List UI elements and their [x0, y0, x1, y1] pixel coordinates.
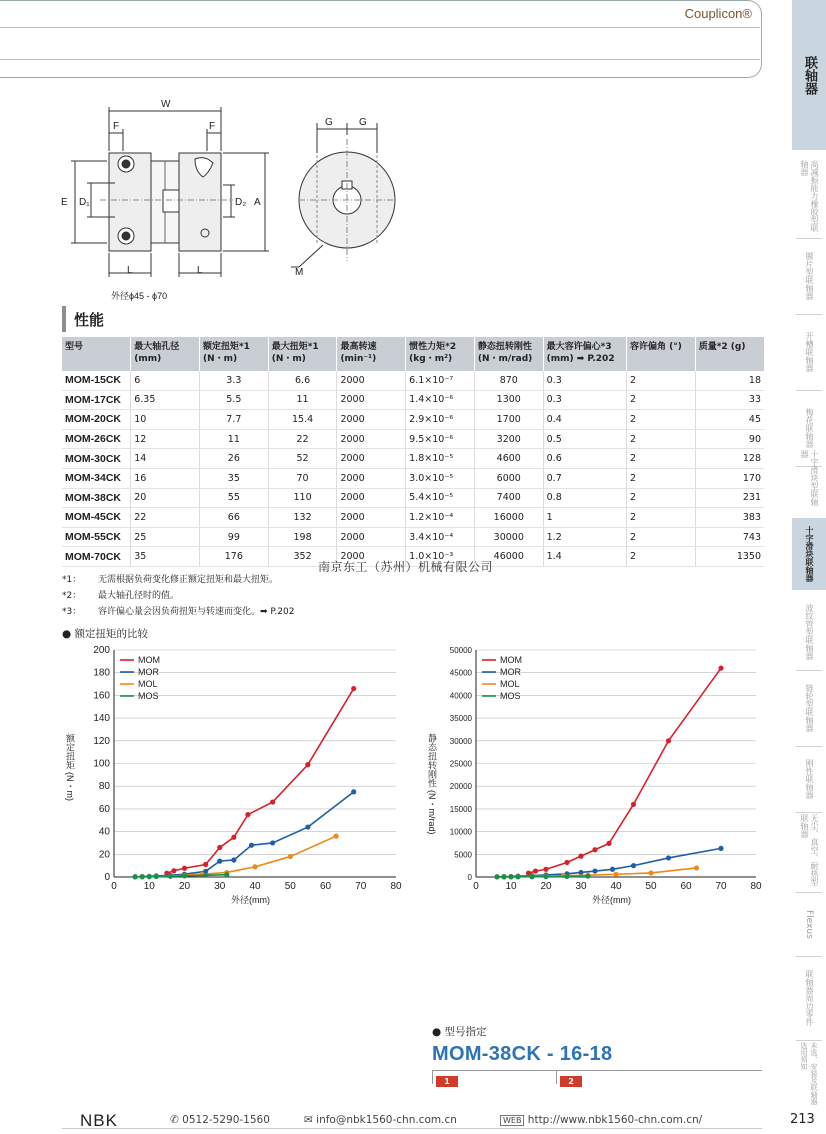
legend-label: MOL — [500, 679, 520, 689]
chart-title: ● 额定扭矩的比较 — [62, 628, 148, 640]
x-tick-label: 60 — [319, 881, 332, 892]
table-row — [62, 468, 764, 488]
chart-stiffness — [420, 640, 770, 912]
table-header: 惯性力矩*2 (kg・m²) — [406, 337, 475, 371]
x-tick-label: 30 — [214, 881, 226, 892]
table-row — [62, 449, 764, 469]
dim-W: W — [161, 99, 171, 110]
y-tick-label: 20000 — [449, 782, 472, 792]
table-cell: 55 — [199, 488, 268, 508]
dim-L-right: L — [197, 265, 203, 276]
y-tick-label: 180 — [93, 667, 110, 679]
table-cell: 2 — [626, 468, 695, 488]
table-cell: 1350 — [695, 547, 764, 567]
brand-logo: Couplicon® — [684, 6, 752, 21]
x-tick-label: 70 — [355, 881, 367, 892]
table-header: 型号 — [62, 337, 131, 371]
sidebar-tab[interactable]: 梅花联轴器 — [805, 408, 814, 448]
data-point — [529, 874, 534, 879]
data-point — [592, 868, 597, 873]
table-cell: 0.3 — [543, 371, 626, 390]
table-cell: 11 — [199, 429, 268, 449]
model-code: MOM-38CK - 16-18 — [432, 1043, 613, 1065]
y-tick-label: 160 — [93, 690, 110, 702]
y-tick-label: 80 — [98, 781, 110, 793]
phone-icon: ✆ — [170, 1114, 179, 1126]
footer-email[interactable]: ✉ info@nbk1560-chn.com.cn — [304, 1114, 457, 1126]
dim-A: A — [254, 197, 261, 208]
table-cell: 1.2×10⁻⁴ — [406, 508, 475, 528]
technical-drawing — [55, 95, 367, 307]
mail-icon: ✉ — [304, 1114, 313, 1126]
x-tick-label: 60 — [680, 881, 692, 892]
table-cell: 2 — [626, 527, 695, 547]
table-cell: 5.5 — [199, 390, 268, 410]
data-point — [333, 834, 338, 839]
table-cell: 870 — [474, 371, 543, 390]
data-point — [182, 866, 187, 871]
data-point — [578, 870, 583, 875]
model-cell: MOM-15CK — [62, 371, 131, 390]
table-cell: 383 — [695, 508, 764, 528]
table-cell: 7.7 — [199, 410, 268, 430]
table-cell: 3.3 — [199, 371, 268, 390]
sidebar-tab[interactable]: 刚性联轴器 — [805, 759, 814, 799]
table-row — [62, 527, 764, 547]
dim-D1: D₁ — [79, 197, 90, 208]
table-cell: 0.5 — [543, 429, 626, 449]
x-axis-label: 外径(mm) — [231, 895, 270, 905]
y-tick-label: 200 — [93, 645, 110, 656]
table-cell: 11 — [268, 390, 337, 410]
table-cell: 2 — [626, 488, 695, 508]
data-point — [249, 843, 254, 848]
data-point — [666, 738, 671, 743]
table-cell: 1.8×10⁻⁵ — [406, 449, 475, 469]
model-cell: MOM-20CK — [62, 410, 131, 430]
data-point — [351, 789, 356, 794]
table-cell: 3.0×10⁻⁵ — [406, 468, 475, 488]
table-row — [62, 508, 764, 528]
sidebar — [792, 0, 826, 1134]
table-cell: 1.2 — [543, 527, 626, 547]
table-cell: 2000 — [337, 371, 406, 390]
data-point — [666, 855, 671, 860]
table-cell: 352 — [268, 547, 337, 567]
table-cell: 176 — [199, 547, 268, 567]
data-point — [351, 686, 356, 691]
sidebar-tab[interactable]: 膜片型联轴器 — [805, 252, 814, 300]
table-cell: 70 — [268, 468, 337, 488]
legend-label: MOS — [138, 691, 159, 701]
table-cell: 6 — [131, 371, 200, 390]
y-tick-label: 20 — [98, 849, 110, 861]
data-point — [171, 868, 176, 873]
table-cell: 6.6 — [268, 371, 337, 390]
table-row — [62, 390, 764, 410]
table-cell: 4600 — [474, 449, 543, 469]
table-cell: 2000 — [337, 527, 406, 547]
x-tick-label: 80 — [750, 881, 762, 892]
y-tick-label: 30000 — [449, 736, 472, 746]
data-point — [694, 865, 699, 870]
data-point — [564, 860, 569, 865]
sidebar-tab[interactable]: 无尘、真空、耐热型联轴器 — [800, 814, 819, 886]
sidebar-tab[interactable]: 联轴器周边零件 — [805, 970, 814, 1026]
data-point — [154, 874, 159, 879]
sidebar-tab[interactable]: 开槽联轴器 — [805, 332, 814, 372]
footer-rule — [62, 1128, 762, 1129]
data-point — [508, 874, 513, 879]
table-cell: 0.6 — [543, 449, 626, 469]
model-cell: MOM-17CK — [62, 390, 131, 410]
table-cell: 2 — [626, 508, 695, 528]
drawing-caption: 外径ϕ45 - ϕ70 — [111, 291, 168, 301]
dim-F-right: F — [209, 121, 216, 132]
data-point — [305, 762, 310, 767]
table-header: 最高转速 (min⁻¹) — [337, 337, 406, 371]
table-cell: 198 — [268, 527, 337, 547]
table-cell: 22 — [268, 429, 337, 449]
header-rule — [0, 59, 760, 60]
y-tick-label: 45000 — [449, 668, 472, 678]
section-title: 性能 — [62, 304, 104, 334]
y-tick-label: 120 — [93, 735, 110, 747]
y-tick-label: 40000 — [449, 691, 472, 701]
table-cell: 90 — [695, 429, 764, 449]
x-tick-label: 50 — [645, 881, 657, 892]
x-tick-label: 40 — [249, 881, 261, 892]
sidebar-tab[interactable]: 高减振能力橡胶型联轴器 — [800, 160, 819, 232]
header-rule — [0, 27, 760, 28]
y-tick-label: 0 — [467, 873, 472, 882]
x-tick-label: 10 — [143, 881, 155, 892]
data-point — [288, 854, 293, 859]
y-axis-label: 静态扭转刚性 (N・m/rad) — [427, 733, 437, 835]
data-point — [718, 846, 723, 851]
data-point — [718, 666, 723, 671]
y-tick-label: 140 — [93, 713, 110, 725]
table-cell: 2000 — [337, 508, 406, 528]
table-header: 容许偏角 (°) — [626, 337, 695, 371]
table-cell: 2000 — [337, 449, 406, 469]
table-cell: 2000 — [337, 429, 406, 449]
table-cell: 46000 — [474, 547, 543, 567]
data-point — [203, 862, 208, 867]
table-cell: 5.4×10⁻⁵ — [406, 488, 475, 508]
dim-E: E — [61, 197, 68, 208]
watermark-text: 南京东工（苏州）机械有限公司 — [318, 560, 494, 574]
table-cell: 3200 — [474, 429, 543, 449]
data-point — [564, 874, 569, 879]
data-point — [203, 873, 208, 878]
table-cell: 14 — [131, 449, 200, 469]
data-point — [252, 864, 257, 869]
x-tick-label: 80 — [390, 881, 402, 892]
model-cell: MOM-70CK — [62, 547, 131, 567]
spec-table — [62, 337, 764, 567]
table-cell: 26 — [199, 449, 268, 469]
legend-label: MOS — [500, 691, 521, 701]
data-point — [592, 847, 597, 852]
table-cell: 1300 — [474, 390, 543, 410]
sidebar-tab[interactable]: 十字滑块型联轴器 — [800, 450, 819, 506]
y-axis-label: 额定扭矩 (N・m) — [65, 733, 75, 801]
y-tick-label: 100 — [93, 758, 110, 770]
table-cell: 0.7 — [543, 468, 626, 488]
table-cell: 6000 — [474, 468, 543, 488]
x-tick-label: 0 — [473, 881, 479, 892]
table-cell: 1.0×10⁻³ — [406, 547, 475, 567]
data-point — [270, 840, 275, 845]
data-point — [648, 870, 653, 875]
data-point — [585, 874, 590, 879]
sidebar-tab[interactable]: Flexus — [804, 909, 814, 939]
data-point — [631, 863, 636, 868]
model-cell: MOM-30CK — [62, 449, 131, 469]
table-cell: 2 — [626, 429, 695, 449]
table-cell: 110 — [268, 488, 337, 508]
series-line-mom — [529, 668, 722, 873]
x-tick-label: 0 — [111, 881, 117, 892]
note: *3： 容许偏心量会因负荷扭矩与转速而变化。➡ P.202 — [62, 607, 295, 617]
table-cell: 9.5×10⁻⁶ — [406, 429, 475, 449]
table-cell: 35 — [131, 547, 200, 567]
table-cell: 2.9×10⁻⁶ — [406, 410, 475, 430]
table-cell: 132 — [268, 508, 337, 528]
table-cell: 66 — [199, 508, 268, 528]
x-tick-label: 40 — [610, 881, 622, 892]
legend-label: MOM — [500, 655, 522, 665]
table-cell: 35 — [199, 468, 268, 488]
data-point — [543, 867, 548, 872]
model-cell: MOM-45CK — [62, 508, 131, 528]
footer-phone[interactable]: ✆ 0512-5290-1560 — [170, 1114, 270, 1126]
y-tick-label: 0 — [104, 872, 110, 883]
table-row — [62, 488, 764, 508]
table-row — [62, 371, 764, 390]
table-cell: 6.35 — [131, 390, 200, 410]
data-point — [533, 868, 538, 873]
data-point — [305, 824, 310, 829]
model-title: ● 型号指定 — [432, 1026, 487, 1038]
y-tick-label: 10000 — [449, 827, 472, 837]
chart-rated-torque — [60, 640, 410, 912]
table-cell: 33 — [695, 390, 764, 410]
data-point — [217, 859, 222, 864]
table-cell: 15.4 — [268, 410, 337, 430]
y-tick-label: 35000 — [449, 714, 472, 724]
x-tick-label: 70 — [715, 881, 727, 892]
table-cell: 231 — [695, 488, 764, 508]
dim-F-left: F — [113, 121, 120, 132]
table-cell: 1700 — [474, 410, 543, 430]
data-point — [224, 872, 229, 877]
data-point — [182, 873, 187, 878]
table-cell: 18 — [695, 371, 764, 390]
table-cell: 2 — [626, 547, 695, 567]
data-point — [610, 867, 615, 872]
table-cell: 25 — [131, 527, 200, 547]
model-cell: MOM-55CK — [62, 527, 131, 547]
x-axis-label: 外径(mm) — [592, 895, 631, 905]
note: *1： 无需根据负荷变化修正额定扭矩和最大扭矩。 — [62, 575, 279, 585]
table-cell: 0.3 — [543, 390, 626, 410]
model-cell: MOM-38CK — [62, 488, 131, 508]
table-cell: 16 — [131, 468, 200, 488]
y-tick-label: 15000 — [449, 804, 472, 814]
header-frame — [0, 0, 762, 78]
table-cell: 52 — [268, 449, 337, 469]
x-tick-label: 20 — [540, 881, 552, 892]
nbk-logo: NBK — [80, 1111, 118, 1130]
sidebar-tab[interactable]: 链轮型联轴器 — [805, 684, 814, 732]
sidebar-tab[interactable]: 波纹管型联轴器 — [805, 604, 814, 660]
y-tick-label: 50000 — [449, 646, 472, 655]
table-cell: 10 — [131, 410, 200, 430]
legend-label: MOL — [138, 679, 158, 689]
legend-label: MOM — [138, 655, 160, 665]
data-point — [515, 874, 520, 879]
table-cell: 1.4 — [543, 547, 626, 567]
dim-L-left: L — [127, 265, 133, 276]
data-point — [270, 799, 275, 804]
tag-1: 1 — [436, 1076, 458, 1087]
table-header: 静态扭转刚性 (N・m/rad) — [474, 337, 543, 371]
model-cell: MOM-34CK — [62, 468, 131, 488]
data-point — [613, 872, 618, 877]
table-cell: 2000 — [337, 468, 406, 488]
data-point — [543, 874, 548, 879]
legend-label: MOR — [500, 667, 521, 677]
x-tick-label: 30 — [575, 881, 587, 892]
note: *2： 最大轴孔径时的值。 — [62, 591, 180, 601]
table-header: 最大轴孔径 (mm) — [131, 337, 200, 371]
x-tick-label: 20 — [178, 881, 191, 892]
y-tick-label: 40 — [98, 826, 110, 838]
table-cell: 1.4×10⁻⁶ — [406, 390, 475, 410]
data-point — [578, 854, 583, 859]
table-cell: 170 — [695, 468, 764, 488]
table-cell: 3.4×10⁻⁴ — [406, 527, 475, 547]
x-tick-label: 10 — [505, 881, 517, 892]
table-header: 额定扭矩*1 (N・m) — [199, 337, 268, 371]
page-number: 213 — [790, 1112, 815, 1127]
footer-url[interactable]: WEB http://www.nbk1560-chn.com.cn/ — [500, 1114, 702, 1126]
table-header: 质量*2 (g) — [695, 337, 764, 371]
dim-G-left: G — [325, 117, 333, 128]
sidebar-tab-current[interactable]: 十字滑块联轴器 — [792, 518, 826, 590]
table-cell: 0.8 — [543, 488, 626, 508]
table-cell: 2 — [626, 371, 695, 390]
data-point — [168, 874, 173, 879]
dim-M: M — [295, 267, 304, 278]
web-icon: WEB — [500, 1115, 524, 1126]
series-line-mol — [135, 836, 336, 877]
series-line-mom — [167, 689, 354, 874]
table-cell: 6.1×10⁻⁷ — [406, 371, 475, 390]
data-point — [147, 874, 152, 879]
sidebar-tab-active[interactable]: 联轴器 — [792, 0, 826, 150]
table-cell: 2 — [626, 410, 695, 430]
data-point — [217, 845, 222, 850]
table-cell: 128 — [695, 449, 764, 469]
table-cell: 0.4 — [543, 410, 626, 430]
data-point — [231, 857, 236, 862]
dim-G-right: G — [359, 117, 367, 128]
tag-2: 2 — [560, 1076, 582, 1087]
y-tick-label: 60 — [98, 803, 110, 815]
data-point — [631, 802, 636, 807]
dim-D2: D₂ — [235, 197, 247, 208]
sidebar-tab[interactable]: 未选、安装及联轴器选用须知 — [800, 1042, 818, 1105]
table-cell: 743 — [695, 527, 764, 547]
data-point — [606, 841, 611, 846]
table-cell: 12 — [131, 429, 200, 449]
table-cell: 30000 — [474, 527, 543, 547]
table-header-row — [62, 337, 764, 371]
table-cell: 45 — [695, 410, 764, 430]
y-tick-label: 5000 — [454, 850, 472, 860]
data-point — [245, 812, 250, 817]
x-tick-label: 50 — [284, 881, 296, 892]
table-cell: 99 — [199, 527, 268, 547]
model-cell: MOM-26CK — [62, 429, 131, 449]
table-row — [62, 429, 764, 449]
table-cell: 2 — [626, 449, 695, 469]
legend-label: MOR — [138, 667, 159, 677]
table-cell: 2000 — [337, 390, 406, 410]
data-point — [133, 874, 138, 879]
table-header: 最大容许偏心*3 (mm) ➡ P.202 — [543, 337, 626, 371]
series-line-mor — [135, 792, 354, 877]
data-point — [494, 874, 499, 879]
table-cell: 2000 — [337, 410, 406, 430]
data-point — [140, 874, 145, 879]
table-row — [62, 410, 764, 430]
table-cell: 16000 — [474, 508, 543, 528]
data-point — [501, 874, 506, 879]
table-header: 最大扭矩*1 (N・m) — [268, 337, 337, 371]
table-cell: 2000 — [337, 488, 406, 508]
y-tick-label: 25000 — [449, 759, 472, 769]
table-cell: 2000 — [337, 547, 406, 567]
data-point — [231, 835, 236, 840]
table-cell: 1 — [543, 508, 626, 528]
model-underline — [432, 1070, 762, 1071]
table-cell: 22 — [131, 508, 200, 528]
table-cell: 2 — [626, 390, 695, 410]
table-cell: 20 — [131, 488, 200, 508]
table-cell: 7400 — [474, 488, 543, 508]
